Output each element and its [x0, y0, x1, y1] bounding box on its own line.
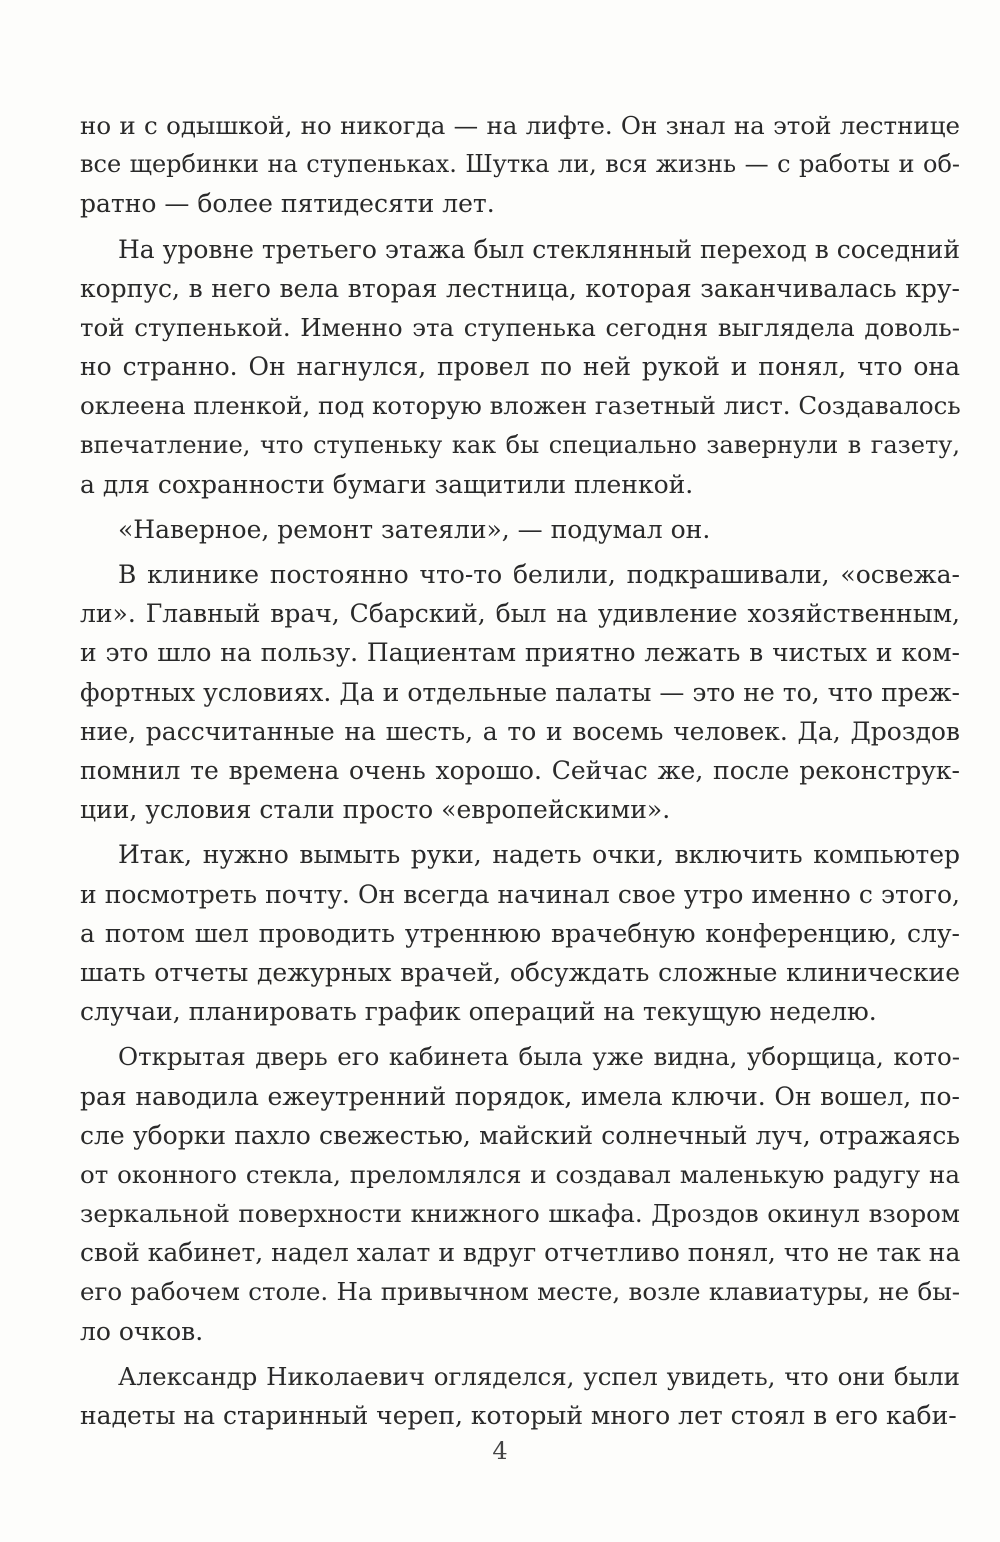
- text-line: оклеена пленкой, под которую вложен газетный лист. Создавалось: [80, 391, 961, 421]
- text-line: все щербинки на ступеньках. Шутка ли, вся жизнь — с работы и об-: [80, 150, 960, 179]
- text-line: корпус, в него вела вторая лестница, которая заканчивалась кру-: [80, 273, 960, 303]
- body-text: [80, 106, 960, 1435]
- paragraph: [80, 835, 960, 1031]
- text-line: В клинике постоянно что-то белили, подкрашивали, «освежа-: [118, 560, 960, 590]
- text-line: фортных условиях. Да и отдельные палаты — это не то, что преж-: [80, 677, 960, 707]
- text-line: На уровне третьего этажа был стеклянный переход в соседний: [118, 234, 960, 264]
- text-line: случаи, планировать график операций на текущую неделю.: [80, 997, 877, 1027]
- text-line: Александр Николаевич огляделся, успел увидеть, что они были: [118, 1361, 960, 1391]
- text-line: впечатление, что ступеньку как бы специально завернули в газету,: [80, 430, 960, 459]
- text-line: надеты на старинный череп, который много лет стоял в его каби-: [80, 1401, 957, 1430]
- paragraph: [80, 230, 960, 504]
- paragraph: [80, 106, 960, 224]
- text-line: ние, рассчитанные на шесть, а то и восемь человек. Да, Дроздов: [80, 716, 960, 746]
- paragraph: [80, 1037, 960, 1351]
- paragraph: [80, 510, 960, 549]
- text-line: Итак, нужно вымыть руки, надеть очки, включить компьютер: [118, 840, 960, 870]
- text-line: Открытая дверь его кабинета была уже видна, уборщица, кото-: [118, 1042, 960, 1072]
- text-line: ло очков.: [80, 1316, 204, 1346]
- text-line: ции, условия стали просто «европейскими».: [80, 795, 671, 825]
- paragraph: [80, 1357, 960, 1435]
- text-line: ратно — более пятидесяти лет.: [80, 189, 495, 219]
- text-line: шать отчеты дежурных врачей, обсуждать сложные клинические: [80, 957, 960, 987]
- text-line: его рабочем столе. На привычном месте, возле клавиатуры, не бы-: [80, 1277, 960, 1307]
- text-line: но и с одышкой, но никогда — на лифте. Он знал на этой лестнице: [80, 111, 960, 140]
- text-line: сле уборки пахло свежестью, майский солнечный луч, отражаясь: [80, 1120, 960, 1150]
- text-line: «Наверное, ремонт затеяли», — подумал он.: [118, 514, 711, 544]
- text-line: а для сохранности бумаги защитили пленкой.: [80, 469, 694, 499]
- text-line: ли». Главный врач, Сбарский, был на удивление хозяйственным,: [80, 599, 960, 629]
- text-line: рая наводила ежеутренний порядок, имела ключи. Он вошел, по-: [80, 1081, 960, 1111]
- text-line: а потом шел проводить утреннюю врачебную конференцию, слу-: [80, 918, 960, 948]
- text-line: свой кабинет, надел халат и вдруг отчетливо понял, что не так на: [80, 1238, 961, 1268]
- text-line: но странно. Он нагнулся, провел по ней рукой и понял, что она: [80, 352, 960, 382]
- text-line: от оконного стекла, преломлялся и создавал маленькую радугу на: [80, 1159, 960, 1189]
- text-line: и посмотреть почту. Он всегда начинал свое утро именно с этого,: [80, 879, 960, 909]
- text-line: зеркальной поверхности книжного шкафа. Дроздов окинул взором: [80, 1199, 960, 1229]
- text-line: и это шло на пользу. Пациентам приятно лежать в чистых и ком-: [80, 638, 960, 668]
- text-line: помнил те времена очень хорошо. Сейчас же, после реконструк-: [80, 756, 960, 785]
- text-line: той ступенькой. Именно эта ступенька сегодня выглядела доволь-: [80, 312, 960, 342]
- page-number: 4: [492, 1437, 508, 1465]
- paragraph: [80, 555, 960, 829]
